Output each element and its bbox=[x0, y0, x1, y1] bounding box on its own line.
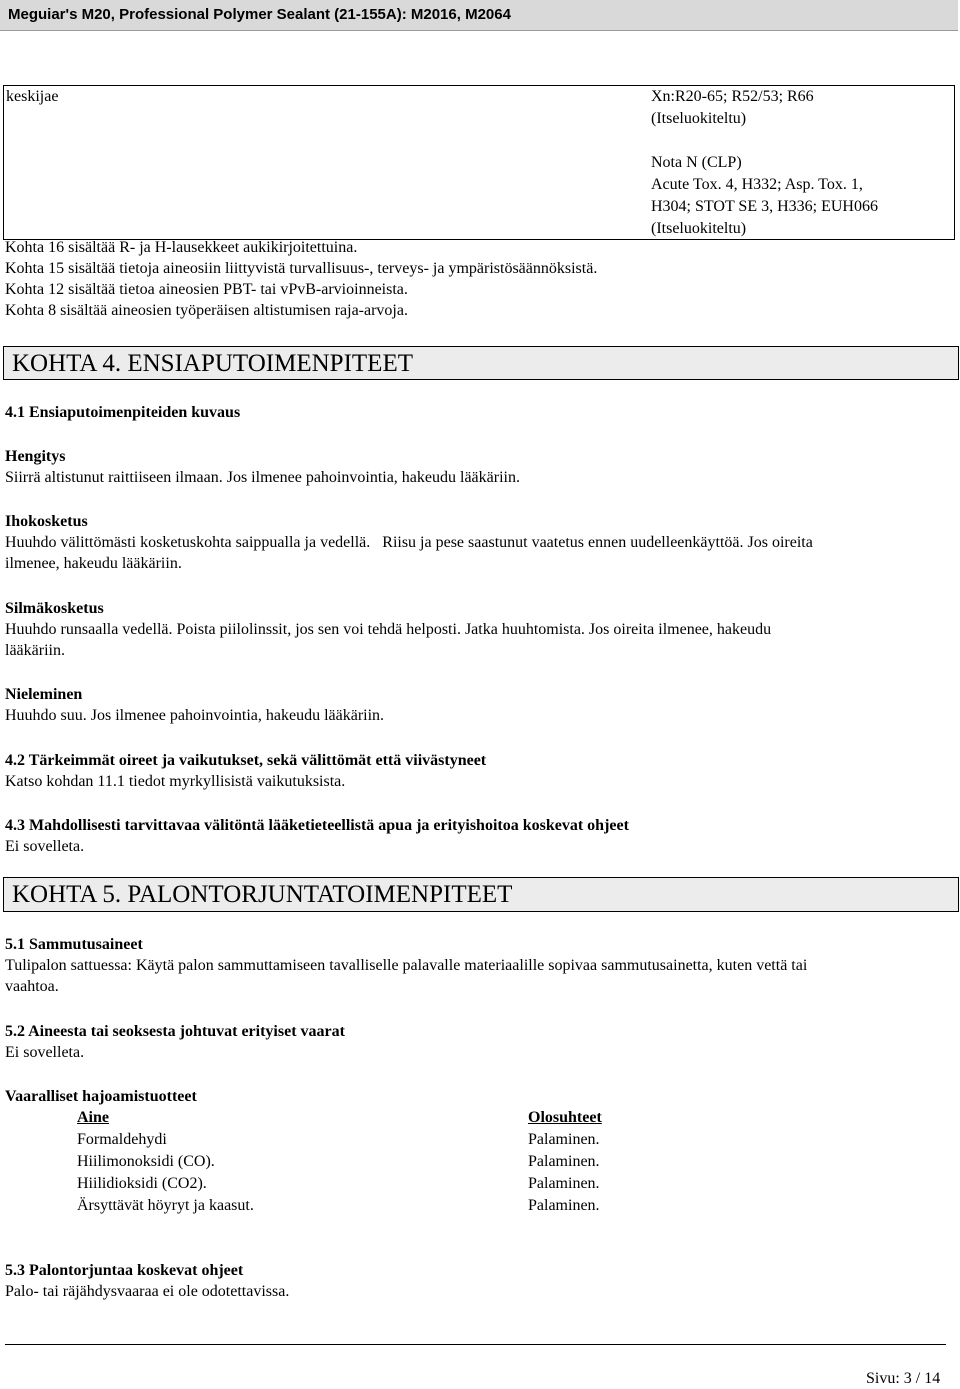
eye-block bbox=[5, 598, 955, 661]
s53-block bbox=[5, 1260, 955, 1302]
s42-block bbox=[5, 750, 955, 792]
s52-text: Ei sovelleta. bbox=[5, 1044, 85, 1061]
s43-block bbox=[5, 815, 955, 857]
s42-text: Katso kohdan 11.1 tiedot myrkyllisistä vaikutuksista. bbox=[5, 773, 346, 790]
s51-text-line: Tulipalon sattuessa: Käytä palon sammuttamiseen tavalliselle palavalle materiaalille sopivaa sammutusainetta, kuten vettä tai bbox=[5, 957, 808, 974]
s42-heading: 4.2 Tärkeimmät oireet ja vaikutukset, sekä välittömät että viivästyneet bbox=[5, 752, 487, 769]
section-5-title: KOHTA 5. PALONTORJUNTATOIMENPITEET bbox=[12, 881, 513, 908]
hazard-condition-cell: Palaminen. bbox=[528, 1153, 600, 1170]
section-notes bbox=[5, 237, 597, 321]
inhalation-block bbox=[5, 446, 955, 488]
eye-text-line: Huuhdo runsaalla vedellä. Poista piilolinssit, jos sen voi tehdä helposti. Jatka huuhtomista. Jos oireita ilmenee, hakeudu bbox=[5, 621, 772, 638]
section-5-header bbox=[3, 877, 959, 912]
hazard-substance-cell: Formaldehydi bbox=[77, 1131, 167, 1148]
hazard-substance-cell: Ärsyttävät höyryt ja kaasut. bbox=[77, 1197, 254, 1214]
skin-text-part: Riisu ja pese saastunut vaatetus ennen uudelleenkäyttöä. Jos oireita bbox=[382, 534, 813, 551]
s52-block bbox=[5, 1021, 955, 1063]
skin-text-part: Huuhdo välittömästi kosketuskohta saippualla ja vedellä. bbox=[5, 534, 371, 551]
section-4-title: KOHTA 4. ENSIAPUTOIMENPITEET bbox=[12, 350, 413, 377]
note-line: Kohta 12 sisältää tietoa aineosien PBT- tai vPvB-arvioinneista. bbox=[5, 281, 408, 298]
note-line: Kohta 16 sisältää R- ja H-lausekkeet aukikirjoitettuina. bbox=[5, 239, 358, 256]
s51-heading: 5.1 Sammutusaineet bbox=[5, 936, 143, 953]
ingestion-text: Huuhdo suu. Jos ilmenee pahoinvointia, hakeudu lääkäriin. bbox=[5, 707, 385, 724]
section-4-header bbox=[3, 346, 959, 380]
s53-text: Palo- tai räjähdysvaaraa ei ole odotettavissa. bbox=[5, 1283, 290, 1300]
classification-line: (Itseluokiteltu) bbox=[651, 110, 747, 127]
classification-line: Xn:R20-65; R52/53; R66 bbox=[651, 88, 814, 105]
s43-heading: 4.3 Mahdollisesti tarvittavaa välitöntä lääketieteellistä apua ja erityishoitoa koskevat ohjeet bbox=[5, 817, 629, 834]
s52-heading: 5.2 Aineesta tai seoksesta johtuvat erityiset vaarat bbox=[5, 1023, 345, 1040]
hazard-substance-column bbox=[77, 1107, 254, 1217]
inhalation-heading: Hengitys bbox=[5, 448, 66, 465]
hazard-condition-cell: Palaminen. bbox=[528, 1131, 600, 1148]
document-title: Meguiar's M20, Professional Polymer Sealant (21-155A): M2016, M2064 bbox=[8, 6, 511, 23]
skin-text-line: ilmenee, hakeudu lääkäriin. bbox=[5, 555, 182, 572]
classification-line: (Itseluokiteltu) bbox=[651, 220, 747, 237]
note-line: Kohta 8 sisältää aineosien työperäisen altistumisen raja-arvoja. bbox=[5, 302, 408, 319]
hazard-condition-header: Olosuhteet bbox=[528, 1109, 602, 1126]
s51-text-line: vaahtoa. bbox=[5, 978, 59, 995]
footer-divider bbox=[5, 1344, 946, 1345]
hazard-condition-cell: Palaminen. bbox=[528, 1175, 600, 1192]
skin-heading: Ihokosketus bbox=[5, 513, 88, 530]
note-line: Kohta 15 sisältää tietoja aineosiin liittyvistä turvallisuus-, terveys- ja ympäristösäännöksistä. bbox=[5, 260, 598, 277]
classification-line: Nota N (CLP) bbox=[651, 154, 742, 171]
hazard-products-heading: Vaaralliset hajoamistuotteet bbox=[5, 1088, 197, 1105]
component-name: keskijae bbox=[6, 88, 59, 105]
eye-text-line: lääkäriin. bbox=[5, 642, 65, 659]
hazard-substance-cell: Hiilimonoksidi (CO). bbox=[77, 1153, 215, 1170]
skin-text-line bbox=[5, 532, 955, 553]
s43-text: Ei sovelleta. bbox=[5, 838, 85, 855]
ingestion-heading: Nieleminen bbox=[5, 686, 83, 703]
skin-block bbox=[5, 511, 955, 574]
component-classification bbox=[651, 86, 878, 240]
ingestion-block bbox=[5, 684, 955, 726]
hazard-condition-column bbox=[528, 1107, 602, 1217]
classification-line bbox=[651, 130, 878, 152]
hazard-substance-cell: Hiilidioksidi (CO2). bbox=[77, 1175, 207, 1192]
s51-block bbox=[5, 934, 955, 997]
s41-heading: 4.1 Ensiaputoimenpiteiden kuvaus bbox=[5, 404, 241, 421]
hazard-condition-cell: Palaminen. bbox=[528, 1197, 600, 1214]
eye-heading: Silmäkosketus bbox=[5, 600, 104, 617]
classification-line: Acute Tox. 4, H332; Asp. Tox. 1, bbox=[651, 176, 863, 193]
classification-line: H304; STOT SE 3, H336; EUH066 bbox=[651, 198, 878, 215]
inhalation-text: Siirrä altistunut raittiiseen ilmaan. Jos ilmenee pahoinvointia, hakeudu lääkäriin. bbox=[5, 469, 520, 486]
s53-heading: 5.3 Palontorjuntaa koskevat ohjeet bbox=[5, 1262, 244, 1279]
hazard-substance-header: Aine bbox=[77, 1109, 109, 1126]
page-number: Sivu: 3 / 14 bbox=[866, 1370, 941, 1387]
